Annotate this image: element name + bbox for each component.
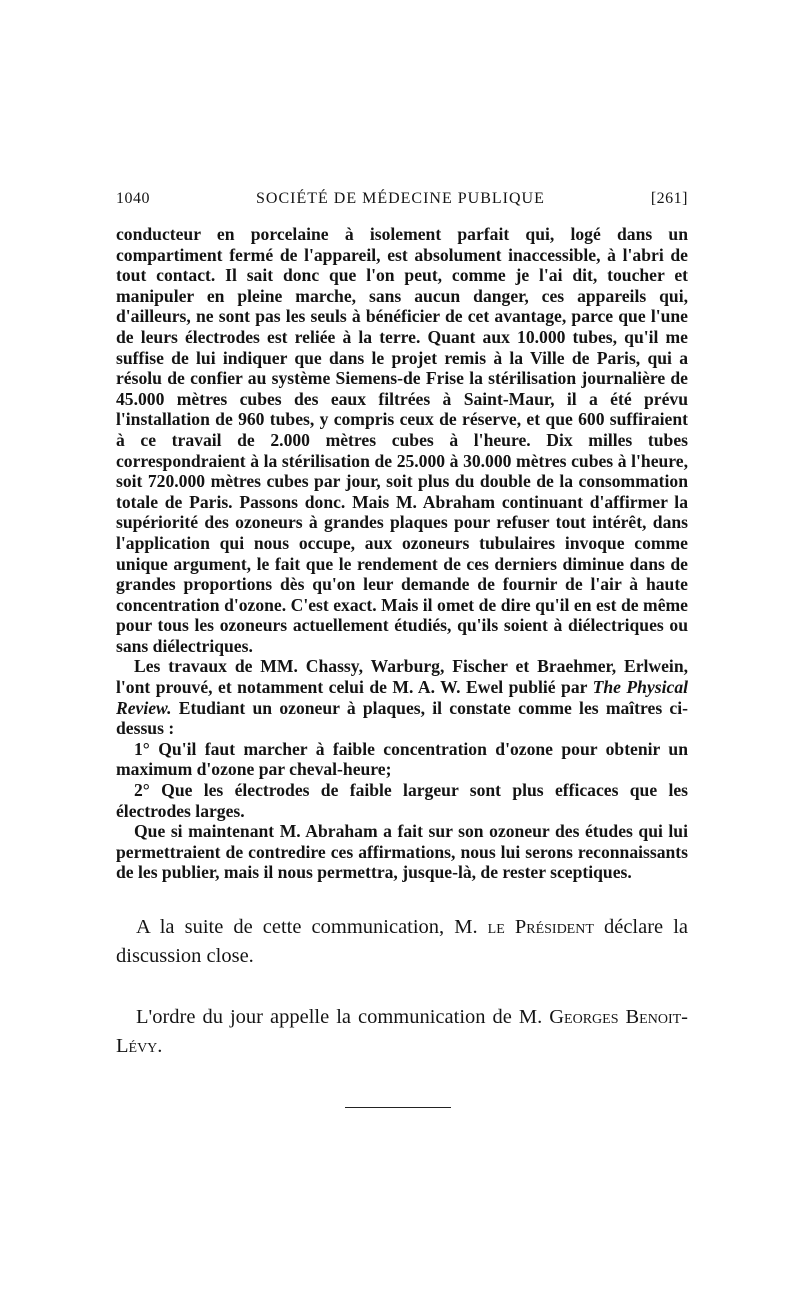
bracket-page-number: [261]: [650, 190, 688, 207]
paragraph-2-text-end: Etudiant un ozoneur à plaques, il constate comme les maîtres ci-dessus :: [116, 697, 688, 739]
paragraph-4: 2° Que les électrodes de faible largeur sont plus efficaces que les électrodes larges.: [116, 780, 688, 821]
paragraph-5: Que si maintenant M. Abraham a fait sur son ozoneur des études qui lui permettraient de contredire ces affirmations, nous lui serons reconnaissants de les publier, mais il nous permettra, jusque-là, de rester sceptiques.: [116, 821, 688, 883]
journal-name: The Physical Review.: [116, 677, 688, 718]
minutes-paragraph-1: [116, 913, 688, 971]
paragraph-2: [116, 656, 688, 738]
paragraph-3: 1° Qu'il faut marcher à faible concentration d'ozone pour obtenir un maximum d'ozone par cheval-heure;: [116, 738, 688, 780]
speaker-name: Georges Benoit-Lévy: [116, 1006, 688, 1057]
minutes-1-text-end: déclare la discussion close.: [116, 916, 688, 967]
journal-title: SOCIÉTÉ DE MÉDECINE PUBLIQUE: [255, 190, 545, 207]
minutes-1-text: A la suite de cette communication, M.: [136, 916, 488, 938]
page-number: 1040: [116, 190, 150, 207]
paragraph-1: conducteur en porcelaine à isolement parfait qui, logé dans un compartiment fermé de l'appareil, est absolument inaccessible, à l'abri de tout contact. Il sait donc que l'on peut, comme je l'ai dit, toucher et manipuler en pleine marche, sans aucun danger, ces appareils qui, d'ailleurs, ne sont pas les seuls à bénéficier de cet avantage, parce que l'une de leurs électrodes est reliée à la terre. Quant aux 10.000 tubes, qu'il me suffise de lui indiquer que dans le projet remis à la Ville de Paris, qui a résolu de confier au système Siemens-de Frise la stérilisation journalière de 45.000 mètres cubes des eaux filtrées à Saint-Maur, il a été prévu l'installation de 960 tubes, y compris ceux de réserve, et que 600 suffiraient à ce travail de 2.000 mètres cubes à l'heure. Dix milles tubes correspondraient à la stérilisation de 25.000 à 30.000 mètres cubes à l'heure, soit 720.000 mètres cubes par jour, soit plus du double de la consommation totale de Paris. Passons donc. Mais M. Abraham continuant d'affirmer la supériorité des ozoneurs à grandes plaques pour refuser tout intérêt, dans l'application qui nous occupe, aux ozoneurs tubulaires invoque comme unique argument, le fait que le rendement de ces derniers diminue dans de grandes proportions dès qu'on leur demande de fournir de l'air à haute concentration d'ozone. C'est exact. Mais il omet de dire qu'il en est de même pour tous les ozoneurs actuellement étudiés, qu'ils soient à diélectriques ou sans diélectriques.: [116, 224, 688, 656]
paragraph-2-text: Les travaux de MM. Chassy, Warburg, Fischer et Braehmer, Erlwein, l'ont prouvé, et notamment celui de M. A. W. Ewel publié par: [116, 656, 688, 698]
main-text: [116, 224, 688, 883]
minutes-text: [116, 913, 688, 1061]
minutes-2-text-end: .: [157, 1035, 163, 1057]
minutes-2-text: L'ordre du jour appelle la communication de M.: [136, 1006, 550, 1028]
president-title: le Président: [487, 916, 594, 938]
document-page: [116, 190, 688, 1108]
running-head: [116, 190, 688, 208]
minutes-paragraph-2: [116, 1003, 688, 1061]
closing-rule: [345, 1107, 451, 1108]
